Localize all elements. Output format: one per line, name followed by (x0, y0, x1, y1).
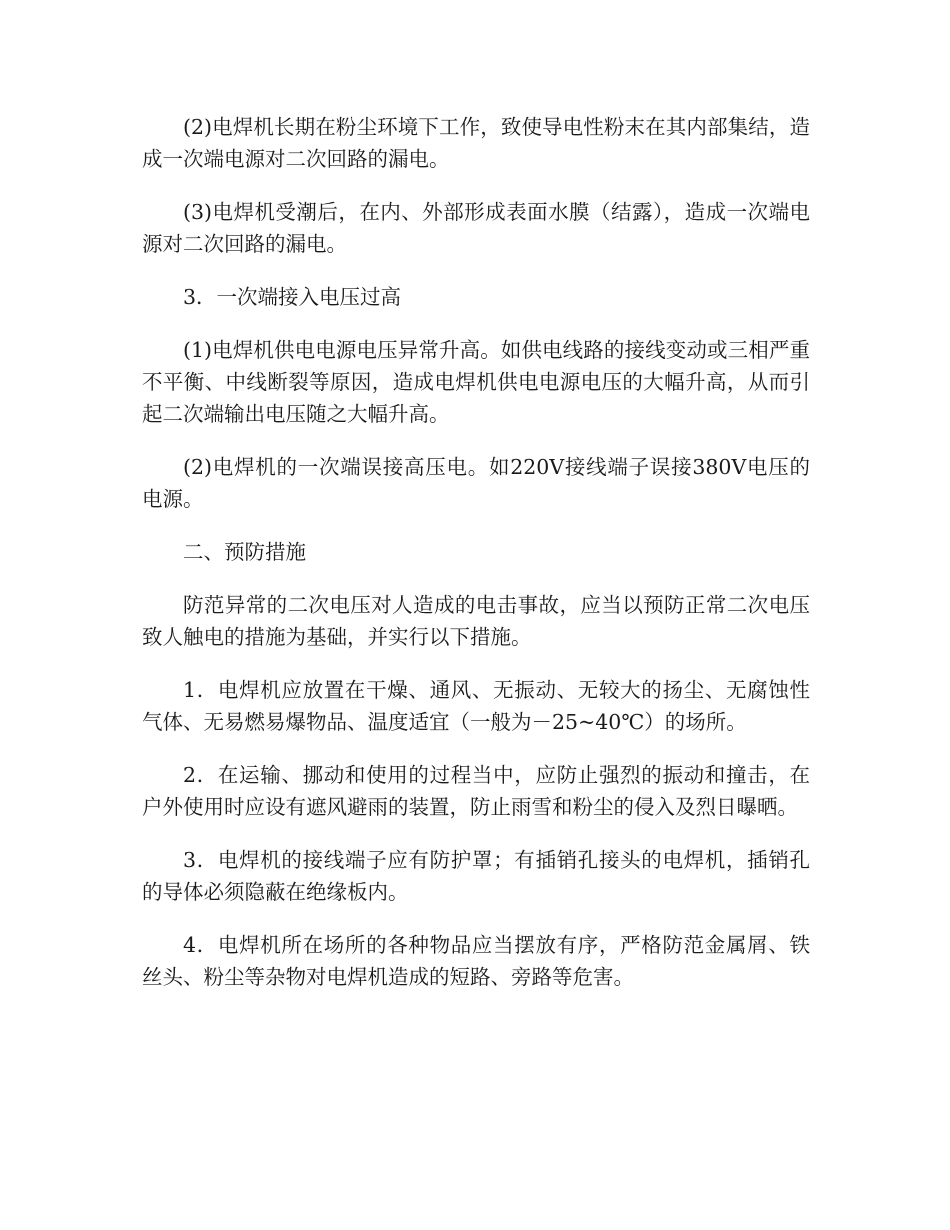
section-heading-high-voltage: 3．一次端接入电压过高 (183, 285, 402, 309)
measure-4-site-order: 4．电焊机所在场所的各种物品应当摆放有序，严格防范金属屑、铁丝头、粉尘等杂物对电焊机造成的短路、旁路等危害。 (142, 933, 810, 989)
measure-2-transport: 2．在运输、挪动和使用的过程当中，应防止强烈的振动和撞击，在户外使用时应设有遮风避雨的装置，防止雨雪和粉尘的侵入及烈日曝晒。 (142, 763, 810, 819)
paragraph-dust-leakage: (2)电焊机长期在粉尘环境下工作，致使导电性粉末在其内部集结，造成一次端电源对二次回路的漏电。 (142, 115, 810, 171)
paragraph-supply-voltage-rise: (1)电焊机供电电源电压异常升高。如供电线路的接线变动或三相严重不平衡、中线断裂等原因，造成电焊机供电电源电压的大幅升高，从而引起二次端输出电压随之大幅升高。 (142, 338, 810, 426)
section-heading-prevention: 二、预防措施 (183, 540, 306, 564)
document-body (142, 111, 810, 1014)
paragraph-prevention-intro: 防范异常的二次电压对人造成的电击事故，应当以预防正常二次电压致人触电的措施为基础，并实行以下措施。 (142, 593, 810, 649)
measure-1-placement: 1．电焊机应放置在干燥、通风、无振动、无较大的扬尘、无腐蚀性气体、无易燃易爆物品、温度适宜（一般为－25~40℃）的场所。 (142, 678, 810, 734)
measure-3-terminal-cover: 3．电焊机的接线端子应有防护罩；有插销孔接头的电焊机，插销孔的导体必须隐蔽在绝缘板内。 (142, 848, 810, 904)
paragraph-moisture-leakage: (3)电焊机受潮后，在内、外部形成表面水膜（结露），造成一次端电源对二次回路的漏电。 (142, 200, 810, 256)
paragraph-wrong-terminal: (2)电焊机的一次端误接高压电。如220V接线端子误接380V电压的电源。 (142, 455, 810, 511)
